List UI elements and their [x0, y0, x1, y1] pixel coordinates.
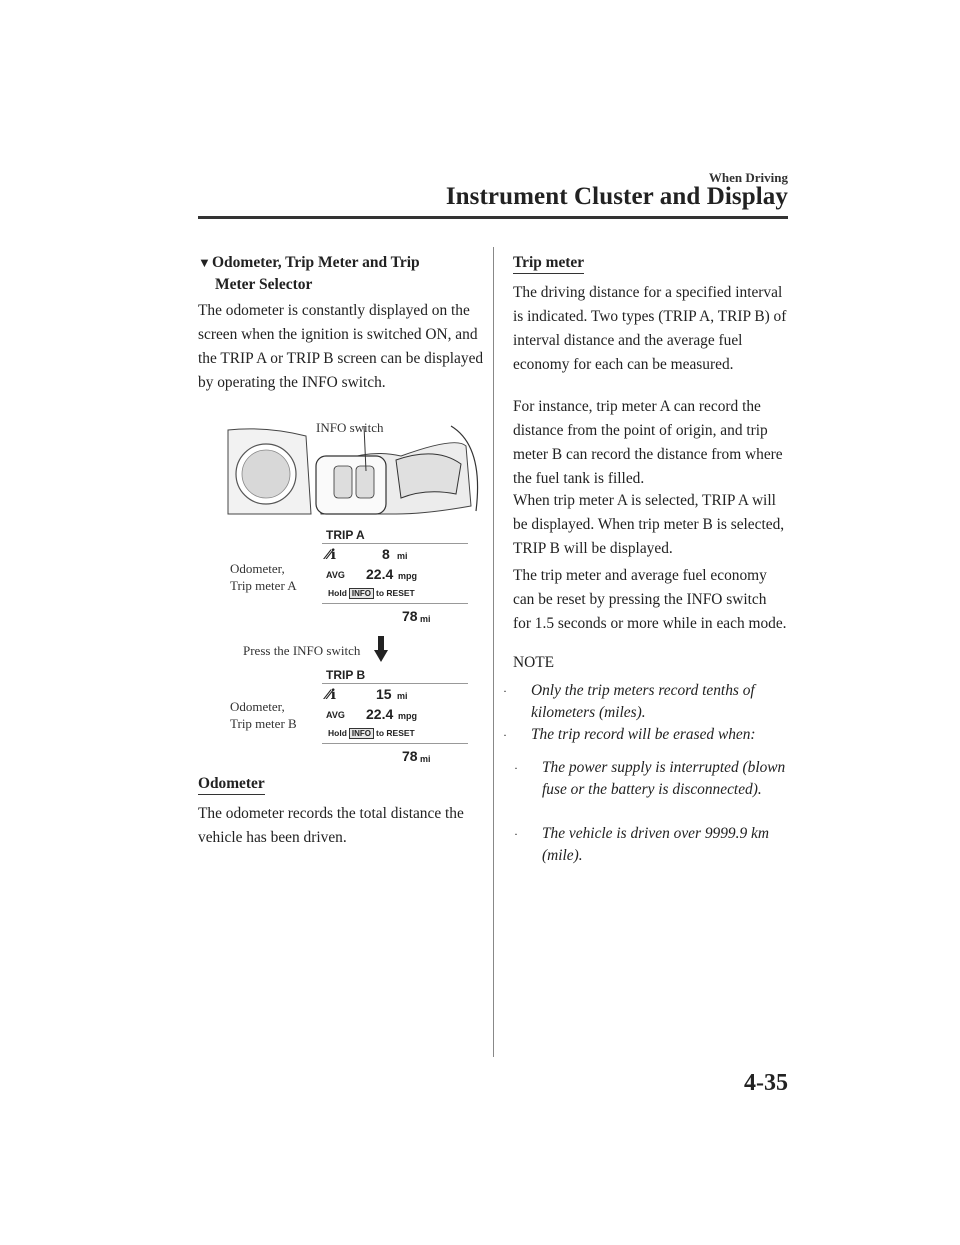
info-switch-label: INFO switch — [316, 420, 384, 435]
fuel-icon: ⁄⁄ℹ — [326, 546, 336, 562]
section-label: When Driving — [708, 170, 788, 185]
header-divider — [198, 216, 788, 219]
bullet-icon: · — [503, 728, 507, 742]
note-subitem-1 — [514, 757, 800, 801]
trip-b-avg-unit: mpg — [398, 711, 417, 721]
note-subitem-2 — [514, 823, 800, 867]
trip-paragraph-4: The trip meter and average fuel economy can be reset by pressing the INFO switch for 1.5 seconds or more while in each mode. — [513, 567, 787, 632]
fuel-icon: ⁄⁄ℹ — [326, 686, 336, 702]
note-label: NOTE — [513, 654, 555, 671]
trip-a-distance: 8 — [382, 546, 390, 562]
trip-b-avg-value: 22.4 — [366, 706, 394, 722]
press-info-label: Press the INFO switch — [243, 643, 361, 658]
bullet-icon: · — [514, 827, 518, 841]
trip-b-odometer-unit: mi — [420, 754, 431, 764]
info-button-icon: INFO — [349, 728, 374, 739]
hold-instruction — [328, 588, 415, 599]
odometer-heading-wrap — [198, 774, 265, 794]
trip-b-distance: 15 — [376, 686, 392, 702]
odometer-heading: Odometer — [198, 775, 265, 795]
note-item-2 — [503, 724, 801, 746]
page-number: 4-35 — [744, 1070, 788, 1096]
trip-a-label — [230, 560, 297, 594]
trip-a-distance-unit: mi — [397, 551, 408, 561]
trip-b-label — [230, 698, 297, 732]
trip-paragraph-2: For instance, trip meter A can record the distance from the point of origin, and trip meter B can record the distance from where the fuel tank is filled. — [513, 398, 783, 487]
trip-a-odometer: 78 — [402, 608, 418, 624]
trip-heading-wrap — [513, 253, 584, 273]
arrow-down-icon — [374, 636, 388, 662]
trip-b-odometer: 78 — [402, 748, 418, 764]
trip-paragraph-3: When trip meter A is selected, TRIP A will be displayed. When trip meter B is selected, TRIP B will be displayed. — [513, 492, 785, 557]
bullet-icon: · — [503, 684, 507, 698]
sub-2-text: The vehicle is driven over 9999.9 km (mile). — [542, 825, 769, 864]
trip-b-avg-label: AVG — [326, 710, 345, 720]
hold-text: Hold — [328, 728, 347, 738]
trip-b-title: TRIP B — [326, 668, 366, 682]
triangle-down-icon: ▼ — [198, 255, 211, 270]
display-divider — [322, 543, 468, 544]
trip-a-avg-unit: mpg — [398, 571, 417, 581]
page-title: Instrument Cluster and Display — [445, 183, 788, 210]
trip-a-label-line2: Trip meter A — [230, 578, 297, 593]
trip-b-label-line1: Odometer, — [230, 699, 285, 714]
section-heading — [198, 252, 488, 296]
trip-a-odometer-unit: mi — [420, 614, 431, 624]
trip-a-title: TRIP A — [326, 528, 365, 542]
odometer-paragraph: The odometer records the total distance the vehicle has been driven. — [198, 805, 464, 846]
info-button-icon: INFO — [349, 588, 374, 599]
trip-paragraph-1: The driving distance for a specified interval is indicated. Two types (TRIP A, TRIP B) of interval distance and the average fuel economy for each can be measured. — [513, 284, 787, 373]
display-divider — [322, 603, 468, 604]
intro-paragraph: The odometer is constantly displayed on the screen when the ignition is switched ON, and the TRIP A or TRIP B screen can be displayed by operating the INFO switch. — [198, 302, 484, 391]
trip-b-label-line2: Trip meter B — [230, 716, 297, 731]
reset-text: to RESET — [376, 588, 415, 598]
bullet-icon: · — [514, 761, 518, 775]
trip-meter-heading: Trip meter — [513, 254, 584, 274]
figure — [226, 416, 496, 776]
heading-line-1: Odometer, Trip Meter and Trip — [212, 254, 420, 271]
display-divider — [322, 743, 468, 744]
trip-b-distance-unit: mi — [397, 691, 408, 701]
heading-line-2: Meter Selector — [215, 276, 313, 293]
trip-a-avg-value: 22.4 — [366, 566, 394, 582]
hold-instruction — [328, 728, 415, 739]
note-item-1 — [503, 680, 801, 724]
display-divider — [322, 683, 468, 684]
trip-b-display — [322, 666, 468, 770]
note-1-text: Only the trip meters record tenths of kilometers (miles). — [531, 682, 755, 721]
sub-1-text: The power supply is interrupted (blown fuse or the battery is disconnected). — [542, 759, 786, 798]
trip-a-label-line1: Odometer, — [230, 561, 285, 576]
reset-text: to RESET — [376, 728, 415, 738]
trip-a-avg-label: AVG — [326, 570, 345, 580]
note-2-text: The trip record will be erased when: — [531, 726, 756, 743]
hold-text: Hold — [328, 588, 347, 598]
trip-a-display — [322, 526, 468, 630]
